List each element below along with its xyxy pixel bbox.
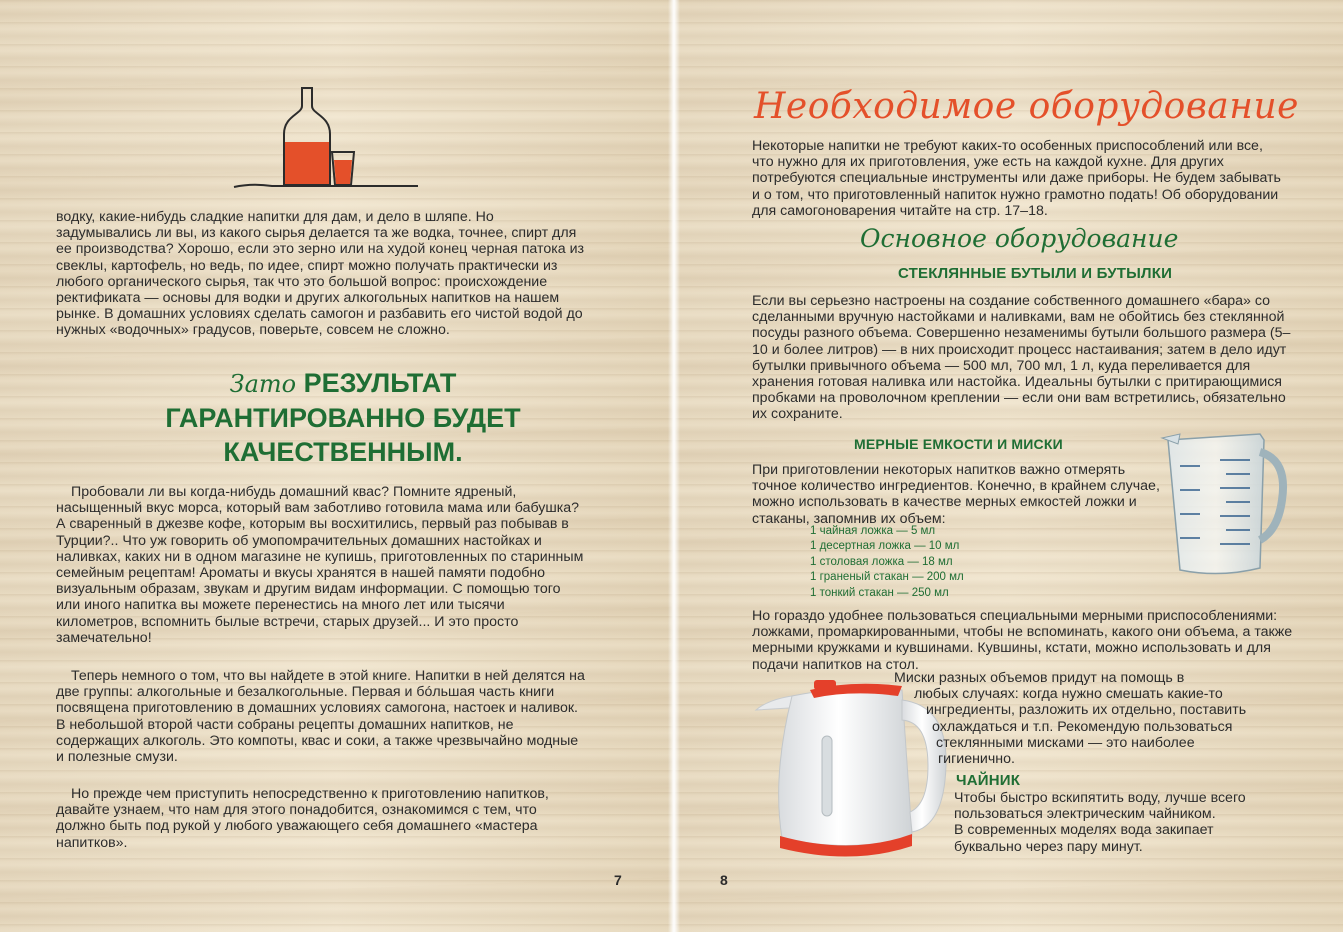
paragraph-kvass: Пробовали ли вы когда-нибудь домашний квас? Помните ядреный, насыщенный вкус морса, который вам заботливо готовила мама или бабушка? А сваренный в джезве кофе, которым вы восхитились, первый раз побывав в Турции?.. Что уж говорить об умопомрачительных домашних настойках и наливках, каких ни в одном магазине не купишь, приготовленных по старинным семейным рецептам! Ароматы и вкусы хранятся в нашей памяти подобно визуальным образам, звукам и другим видам информации. С помощью того или иного напитка вы можете перенестись на много лет или тысячи километров, вспомнить былые встречи, старых друзей... И это просто замечательно!: [56, 484, 584, 646]
page-title: Необходимое оборудование: [754, 86, 1299, 127]
kettle-line-3: В современных моделях вода закипает: [954, 822, 1214, 839]
book-spine: [668, 0, 680, 932]
quote-line-2: ГАРАНТИРОВАННО БУДЕТ: [165, 403, 521, 433]
measuring-jug-image: [1160, 430, 1290, 580]
paragraph-before-start: Но прежде чем приступить непосредственно к приготовлению напитков, давайте узнаем, что нам для этого понадобится, ознакомимся с тем, что должно быть под рукой у любого уважающего себя домашнего «мастера напитков».: [56, 786, 549, 851]
intro-paragraph: водку, какие-нибудь сладкие напитки для дам, и дело в шляпе. Но задумывались ли вы, из какого сырья делается та же водка, точнее, спирт для ее производства? Хорошо, если это зерно или на худой конец черная патока из свеклы, картофель, но ведь, по идее, спирт можно получать практически из любого органического сырья, так что это большой вопрос: происхождение ректификата — основы для водки и других алкогольных напитков на нашем рынке. В домашних условиях сделать самогон и разбавить его чистой водой до нужных «водочных» градусов, поверьте, совсем не сложно.: [56, 209, 585, 339]
quote-line-3: КАЧЕСТВЕННЫМ.: [223, 437, 463, 467]
kettle-line-4: буквально через пару минут.: [954, 838, 1143, 855]
measures-list: [810, 524, 1050, 601]
paragraph-book-contents: Теперь немного о том, что вы найдете в этой книге. Напитки в ней делятся на две группы: алкогольные и безалкогольные. Первая и бóльшая часть книги посвящена приготовлению в домашних условиях самогона, настоек и наливок. В небольшой второй части собраны рецепты домашних напитков, не содержащих алкоголь. Это компоты, квас и соки, а также чрезвычайно модные и полезные смузи.: [56, 668, 585, 766]
measure-thin-glass: 1 тонкий стакан — 250 мл: [810, 586, 949, 599]
bowls-line-2: любых случаях: когда нужно смешать какие-то: [914, 686, 1223, 703]
bowls-line-6: гигиенично.: [938, 751, 1015, 768]
page-number-left: 7: [614, 872, 622, 888]
measures-text: При приготовлении некоторых напитков важно отмерять точное количество ингредиентов. Конечно, в крайнем случае, можно использовать в качестве мерных емкостей ложки и стаканы, запомнив их объем:: [752, 462, 1160, 527]
measure-tablespoon: 1 столовая ложка — 18 мл: [810, 555, 953, 568]
bowls-line-4: охлаждаться и т.п. Рекомендую пользоваться: [932, 718, 1233, 735]
bowls-line-1: Миски разных объемов придут на помощь в: [894, 670, 1185, 686]
kettle-text: [954, 790, 1294, 855]
measures-text-2: Но гораздо удобнее пользоваться специальными мерными приспособлениями: ложками, промаркированными, чтобы не вспоминать, какого они объема, а также мерными кружками и кувшинами. Кувшины, кстати, можно использовать и для подачи напитков на стол.: [752, 608, 1293, 673]
bottle-and-glass-illustration: [232, 86, 422, 190]
pull-quote: [150, 366, 536, 469]
section-title: Основное оборудование: [860, 224, 1179, 253]
quote-script-word: Зато: [229, 370, 297, 398]
kettle-line-1: Чтобы быстро вскипятить воду, лучше всего: [954, 790, 1246, 806]
bottles-text: Если вы серьезно настроены на создание собственного домашнего «бара» со сделанными вручную настойками и наливками, вам не обойтись без стеклянной посуды разного объема. Совершенно незаменимы бутыли большого размера (5–10 и более литров) — в них происходит процесс настаивания; затем в дело идут бутылки привычного объема — 500 мл, 700 мл, 1 л, куда переливается для хранения готовая наливка или настойка. Идеальны бутылки с притирающимися пробками на проволочном креплении — если они вам встретились, обязательно их сохраните.: [752, 293, 1291, 423]
page-number-right: 8: [720, 872, 728, 888]
measure-teaspoon: 1 чайная ложка — 5 мл: [810, 525, 936, 537]
bowls-text: [890, 670, 1310, 767]
kettle-heading: ЧАЙНИК: [956, 772, 1021, 789]
title-intro: Некоторые напитки не требуют каких-то особенных приспособлений или все, что нужно для их приготовления, уже есть на каждой кухне. Для других потребуются специальные инструменты или даже приборы. Не будем забывать и о том, что приготовленный напиток нужно грамотно подать! Об оборудовании для самогоноварения читайте на стр. 17–18.: [752, 138, 1281, 219]
measures-heading: МЕРНЫЕ ЕМКОСТИ И МИСКИ: [854, 436, 1063, 452]
bowls-line-5: стеклянными мисками — это наиболее: [936, 734, 1195, 751]
right-page: [672, 0, 1343, 932]
bottles-heading: СТЕКЛЯННЫЕ БУТЫЛИ И БУТЫЛКИ: [898, 265, 1173, 282]
kettle-line-2: пользоваться электрическим чайником.: [954, 806, 1216, 823]
measure-dessert-spoon: 1 десертная ложка — 10 мл: [810, 540, 960, 553]
measure-faceted-glass: 1 граненый стакан — 200 мл: [810, 571, 964, 584]
quote-line-1: РЕЗУЛЬТАТ: [303, 368, 457, 398]
bowls-line-3: ингредиенты, разложить их отдельно, поставить: [926, 702, 1247, 719]
